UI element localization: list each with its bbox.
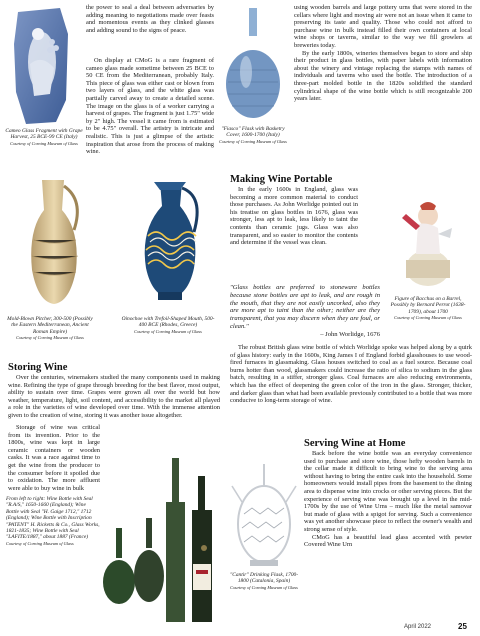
issue-date: April 2022 (404, 624, 432, 630)
serving-paragraph-1: Back before the wine bottle was an everyday convenience used to purchase and store wine, those hefty wooden barrels in the cellar made it difficult to bring wine to the serving area without having to bring the entire cask into the household. Some homeowners would install pipes from the basement to the dining area to dispense wine into crocks or other serving pieces. But the experience of serving wine was brought up a level in the mid-1700s by the use of Wine Urns – much like the metal samovar but made of glass with a spigot for serving. Such a convenience was yet another showcase piece to reflect the owner's wealth and strong sense of style. (304, 450, 472, 533)
cameo-glass-image (12, 4, 72, 126)
cameo-description (86, 57, 214, 156)
british-bottle-text: The robust British glass wine bottle of which Worlidge spoke was helped along by a quirk of glass history: early in the 1600s, King James I of England forbid glasshouses to use wood-fired furnaces in glassmaking. Glass houses switched to coal as a fuel source. Because coal burns hotter than wood, glassmakers could increase the ratio of silica to sodium in the glass batch, resulting in a stiffer, stronger glass. Coal furnaces are also reducing environments, which has the effect of deepening the green color of the iron in the glass. Stronger, thicker, and darker glass than what had been available previously contributed to a bottle that was more conducive to long-term storage of wine. (230, 344, 472, 405)
pitcher-image (20, 170, 90, 312)
storing-paragraph-1: Over the centuries, winemakers studied the many components used in making wine. Refining the type of grape through breeding for the best flavor, most output, ability to sustain over time. Grapes were grown all over the world but how weather, temperature, light, soil content, and accessibility to the market all played a role in the varieties of wine developed over time. With the immense attention given to the creation of wine, storing it was another issue altogether. (8, 374, 220, 419)
cantir-flask-image (230, 462, 298, 572)
serving-paragraph-2: CMoG has a beautiful lead glass accented with pewter Covered Wine Urn (304, 533, 472, 549)
fiasco-caption (218, 126, 288, 145)
fiasco-credit: Courtesy of Corning Museum of Glass (219, 138, 287, 144)
oinochoe-image (134, 176, 206, 306)
cameo-article-text (86, 4, 214, 34)
oinochoe-caption-text: Oinochoe with Trefoil-Shaped Mouth, 500-400 BCE (Rhodes, Greece) (121, 316, 215, 329)
bottles-credit: Courtesy of Corning Museum of Glass (6, 540, 74, 546)
bacchus-caption-text: Figure of Bacchus on a Barrel, Possibly by Bernard Perrot (1638-1709), about 1700 (390, 296, 466, 315)
quote-attribution: – John Worlidge, 1676 (320, 330, 380, 338)
british-bottle-paragraph (230, 344, 472, 405)
worlidge-quote (230, 284, 380, 339)
storage-text-top (294, 4, 472, 103)
pitcher-credit: Courtesy of Corning Museum of Glass (16, 335, 84, 341)
pitcher-caption (6, 316, 94, 342)
wine-bottles-image (104, 452, 222, 630)
cameo-caption-text: Cameo Glass Fragment with Grape Harvest, 25 BCE-99 CE (Italy) (5, 128, 83, 141)
portable-paragraph-text: In the early 1600s in England, glass was becoming a more common material to conduct those purchases. As John Worlidge pointed out in his treatise on glass bottles in 1676, glass was stronger, less apt to leak, less likely to taint the contents than ceramic jugs. Glass was also transparent, and so easier to monitor the contents and determine if the vessel was clean. (230, 186, 358, 247)
serving-paragraph (304, 450, 472, 549)
quote-text: "Glass bottles are preferred to stoneware bottles because stone bottles are apt to leak, and are rough in the mouth, that they are not easily uncorked, also they are more apt to taint than the other; neither are they transparent, that you may discern when they are foul, or clean." (230, 284, 380, 330)
cameo-credit: Courtesy of Corning Museum of Glass (10, 140, 78, 146)
bottles-caption-text: From left to right: Wine Bottle with Seal "R.A/S," 1650-1660 (England); Wine Bottle with Seal "H. Gaige 1712," 1712 (England); Wine Bottle with Inscription "PATENT" H. Ricketts & Co., Glass Works, 1821-1835; Wine Bottle with Seal "LAFITE/1887," about 1887 (France) (6, 496, 100, 541)
oinochoe-credit: Courtesy of Corning Museum of Glass (134, 328, 202, 334)
storage-paragraph-2: By the early 1800s, wineries themselves began to store and ship their product in glass bottles, with paper labels with information about the winery and vintage replacing the stamps with names of individuals and taverns who used the bottle. The introduction of a three-part molded bottle in the 1820s solidified the standard cylindrical shape of the wine bottle which is still recognizable 200 years later. (294, 49, 472, 103)
cantir-caption-text: "Cantir" Drinking Flask, 1700-1800 (Catalonia, Spain) (229, 572, 298, 585)
storing-paragraph (8, 374, 220, 420)
pitcher-caption-text: Mold-Blown Pitcher, 300-500 (Possibly the Eastern Mediterranean, Ancient Roman Empire) (7, 316, 93, 335)
fiasco-caption-text: "Fiasco" Flask with Basketry Cover, 1600-1700 (Italy) (221, 126, 285, 139)
bacchus-caption (390, 296, 466, 322)
page-number: 25 (458, 622, 467, 631)
bottles-caption (6, 496, 100, 547)
bacchus-credit: Courtesy of Corning Museum of Glass (394, 315, 462, 321)
making-wine-portable-heading: Making Wine Portable (230, 174, 333, 185)
cameo-paragraph: On display at CMoG is a rare fragment of cameo glass made sometime between 25 BCE to 50 CE from the Mediterranean, probably Italy. This piece of glass was either cast or blown from two layers of glass, and the white glass was partially carved away to create a detailed scene. The image on the glass is of a worker carrying a harvest of grapes. The fragment is just 1.75" wide by 2" high. The vessel it came from is estimated to be 4.75" overall. The artistry is intricate and realistic. This is just a glimpse of the artistic inspiration that arose from the process of making wine. (86, 57, 214, 156)
cantir-credit: Courtesy of Corning Museum of Glass (230, 584, 298, 590)
storage-paragraph-1: using wooden barrels and large pottery urns that were stored in the cellars where light and moving air were not an issue when it came to preserving its taste and quality. Those who could not afford to purchase wine in bulk instead filled their own containers at local wine shops or taverns, similar to the way we fill growlers at breweries today. (294, 4, 472, 49)
storing-paragraph-2-wrap (8, 424, 100, 491)
serving-wine-heading: Serving Wine at Home (304, 438, 406, 449)
fiasco-flask-image (222, 6, 284, 124)
bacchus-figure-image (390, 188, 464, 294)
storing-wine-heading: Storing Wine (8, 362, 68, 373)
portable-paragraph (230, 186, 358, 247)
oinochoe-caption (120, 316, 216, 335)
cameo-caption (4, 128, 84, 147)
storing-paragraph-2: Storage of wine was critical from its invention. Prior to the 1800s, wine was kept in large ceramic containers or wooden casks. It was a race against time to get the wine from the producer to the consumer before it spoiled due to oxidation. The more affluent were able to buy wine in bulk (8, 424, 100, 492)
cantir-caption (226, 572, 302, 591)
article-paragraph: the power to seal a deal between adversaries by adding meaning to negotiations made over feasts and momentous events as they clinked glasses and adding sound to the signs of peace. (86, 4, 214, 34)
